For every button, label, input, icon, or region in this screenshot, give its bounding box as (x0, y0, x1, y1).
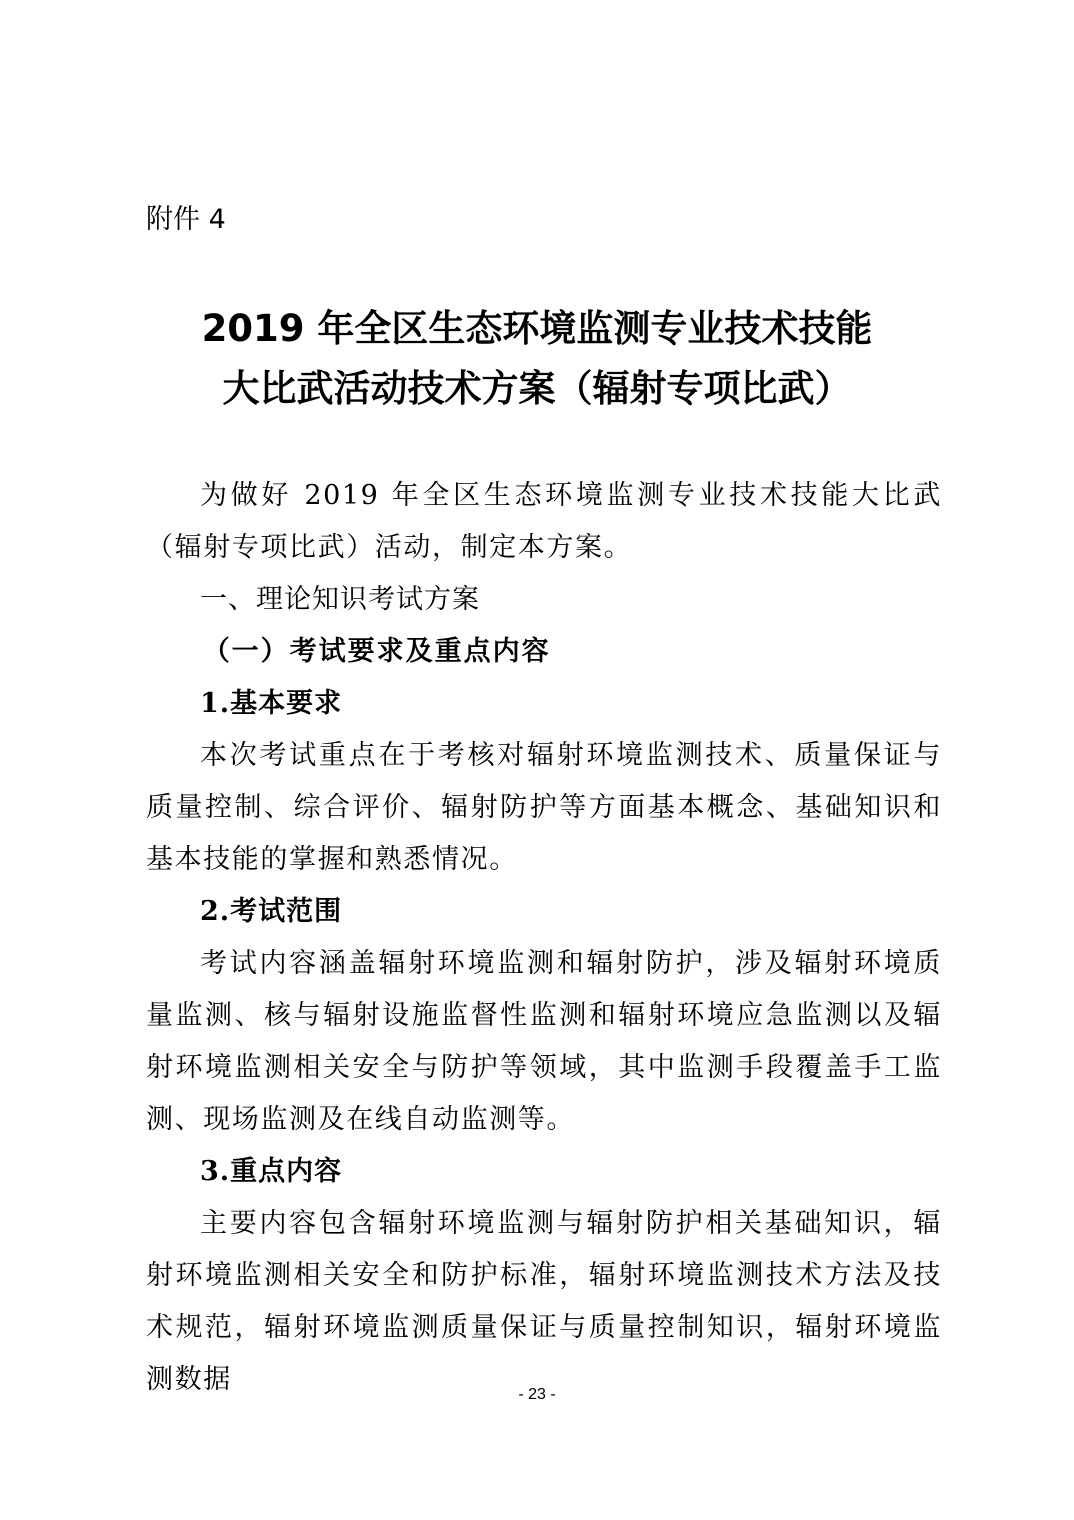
item-paragraph-basic-requirements: 本次考试重点在于考核对辐射环境监测技术、质量保证与质量控制、综合评价、辐射防护等方面基本概念、基础知识和基本技能的掌握和熟悉情况。 (146, 740, 942, 875)
subsection-heading: （一）考试要求及重点内容 (202, 636, 551, 667)
item-heading-basic-requirements: 1.基本要求 (200, 688, 343, 719)
item-heading-exam-scope: 2.考试范围 (200, 896, 343, 927)
intro-paragraph: 为做好 2019 年全区生态环境监测专业技术技能大比武（辐射专项比武）活动，制定本方案。 (146, 480, 942, 563)
document-title-line-2: 大比武活动技术方案（辐射专项比武） (222, 367, 852, 410)
item-paragraph-key-content: 主要内容包含辐射环境监测与辐射防护相关基础知识，辐射环境监测相关安全和防护标准，辐射环境监测技术方法及技术规范，辐射环境监测质量保证与质量控制知识，辐射环境监测数据 (146, 1208, 942, 1395)
document-title-line-1: 2019 年全区生态环境监测专业技术技能 (201, 307, 873, 350)
item-paragraph-exam-scope: 考试内容涵盖辐射环境监测和辐射防护，涉及辐射环境质量监测、核与辐射设施监督性监测和辐射环境应急监测以及辐射环境监测相关安全与防护等领域，其中监测手段覆盖手工监测、现场监测及在线自动监测等。 (146, 948, 942, 1135)
item-heading-key-content: 3.重点内容 (200, 1156, 343, 1187)
section-heading: 一、理论知识考试方案 (200, 584, 480, 615)
document-body (146, 470, 942, 1406)
attachment-label: 附件 4 (146, 204, 226, 235)
page-number: - 23 - (518, 1386, 556, 1403)
